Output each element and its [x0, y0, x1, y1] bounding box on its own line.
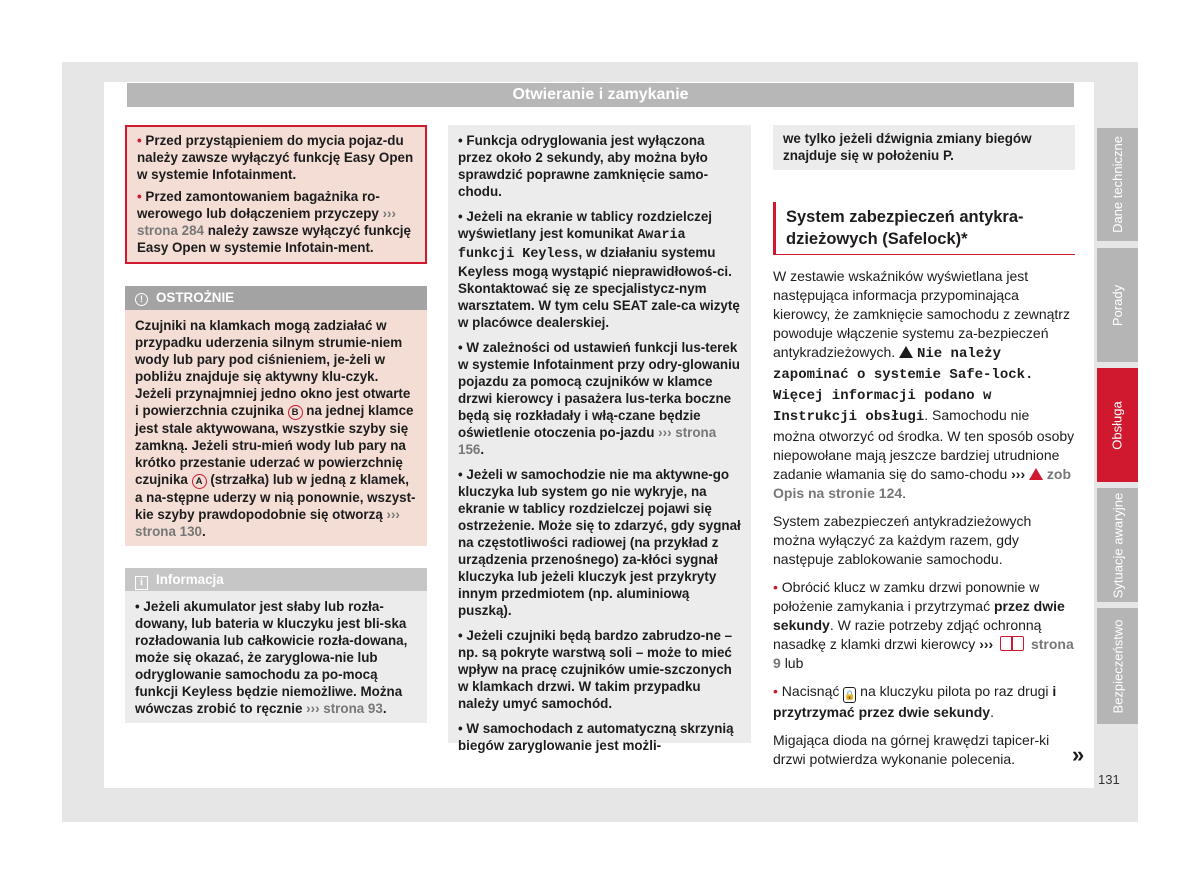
caution-box	[125, 286, 427, 546]
bullet: •	[137, 189, 146, 204]
info-item: • Jeżeli czujniki będą bardzo zabrudzo-ne – np. są pokryte warstwą soli – może to mieć wpływ na pracę czujników umie-szczonych w klamkach drzwi. W takim przypadku należy umyć samochód.	[458, 628, 733, 711]
side-tab-obsluga[interactable]: Obsługa	[1097, 368, 1138, 482]
column-1	[125, 125, 427, 723]
warning-triangle-icon	[1029, 468, 1043, 480]
warning-item: • Przed przystąpieniem do mycia pojaz-du należy zawsze wyłączyć funkcję Easy Open w systemie Infotainment.	[137, 133, 414, 182]
column-2	[448, 125, 751, 753]
info-item: • Jeżeli na ekranie w tablicy rozdzielczej wyświetlany jest komunikat Awaria funkcji Keyless, w działaniu systemu Keyless mogą wystąpić nieprawidłowoś-ci. Skontaktować się ze specjalistycz-nym warsztatem. W tym celu SEAT zale-ca wizytę w placówce dealerskiej.	[458, 209, 740, 330]
caution-icon: !	[135, 293, 148, 306]
info-item: • W samochodach z automatyczną skrzynią biegów zaryglowanie jest możli-	[458, 721, 734, 753]
info-item: • Funkcja odryglowania jest wyłączona przez około 2 sekundy, aby można było sprawdzić poprawne zamknięcie samo-chodu.	[458, 133, 709, 199]
info-item: • Jeżeli w samochodzie nie ma aktywne-go kluczyka lub system go nie wykryje, na ekranie w tablicy rozdzielczej pojawi się ostrzeżenie. Może się to zdarzyć, gdy sygnał na częstotliwości radiowej (na przykład z urządzenia przenośnego) za-kłóci sygnał kluczyka lub jeżeli kluczyk jest przykryty innym przedmiotem (np. aluminiową puszką).	[458, 467, 741, 618]
page-link[interactable]: zob Opis na stronie 124	[773, 466, 1072, 501]
bullet: •	[137, 133, 146, 148]
column-3	[773, 125, 1075, 778]
bullet-item: • Nacisnąć 🔒 na kluczyku pilota po raz drugi i przytrzymać przez dwie sekundy.	[773, 683, 1057, 720]
page-link[interactable]: ››› strona 130	[135, 507, 400, 539]
warning-box	[125, 125, 427, 264]
info-continued-box	[448, 125, 751, 753]
paragraph: System zabezpieczeń antykradzieżowych można wyłączyć za każdym razem, gdy następuje zablokowanie samochodu.	[773, 513, 1032, 567]
info-item: • W zależności od ustawień funkcji lus-terek w systemie Infotainment przy odry-glowaniu pojazdu za pomocą czujników w klamce drzwi kierowcy i pasażera lus-terka boczne będą się rozkładały i włą-czane będzie oświetlenie otoczenia po-jazdu ››› strona 156.	[458, 340, 740, 457]
info-box	[125, 568, 427, 723]
side-tab-bezpieczenstwo[interactable]: Bezpieczeństwo	[1097, 608, 1138, 724]
label-b-icon: B	[288, 405, 303, 420]
page-link[interactable]: ››› strona 284	[137, 206, 396, 238]
caution-header: ! OSTROŻNIE	[125, 286, 427, 310]
lock-key-icon: 🔒	[843, 687, 856, 703]
side-tab-dane-techniczne[interactable]: Dane techniczne	[1097, 128, 1138, 241]
page-header: Otwieranie i zamykanie	[127, 83, 1074, 107]
side-tab-sytuacje-awaryjne[interactable]: Sytuacje awaryjne	[1097, 488, 1138, 602]
info-header: i Informacja	[125, 568, 427, 591]
page-link[interactable]: ››› strona 93	[306, 701, 383, 716]
bullet-item: • Obrócić klucz w zamku drzwi ponownie w położenie zamykania i przytrzymać przez dwie sekundy. W razie potrzeby zdjąć ochronną nasadkę z klamki drzwi kierowcy ››› strona 9 lub	[773, 579, 1074, 671]
side-tab-porady[interactable]: Porady	[1097, 248, 1138, 362]
info-icon: i	[135, 576, 148, 590]
page-link[interactable]: ››› strona 156	[458, 425, 717, 457]
info-body: • Jeżeli akumulator jest słaby lub rozła-dowany, lub bateria w kluczyku jest bli-ska rozładowania lub całkowicie rozła-dowana, może się okazać, że zaryglowa-nie lub odryglowanie samochodu za po-mocą funkcji Keyless będzie niemożliwe. Można wówczas zrobić to ręcznie ››› strona 93.	[125, 591, 427, 723]
label-a-icon: A	[192, 474, 207, 489]
warning-triangle-icon	[899, 346, 913, 358]
continue-marker: »	[1072, 742, 1085, 767]
body-text	[773, 267, 1075, 769]
section-title: System zabezpieczeń antykra-dzieżowych (Safelock)*	[773, 202, 1075, 255]
paragraph: Migająca dioda na górnej krawędzi tapicer-ki drzwi potwierdza wykonanie polecenia.	[773, 732, 1050, 767]
info-continued-box: we tylko jeżeli dźwignia zmiany biegów znajduje się w położeniu P.	[773, 125, 1075, 170]
page-number: 131	[1098, 772, 1120, 787]
paragraph: W zestawie wskaźników wyświetlana jest następująca informacja przypominająca kierowcy, że zamknięcie samochodu z zewnątrz powoduje włączenie systemu za-bezpieczeń antykradzieżowych. Nie należy zapominać o systemie Safe-lock. Więcej informacji podano w Instrukcji obsługi. Samochodu nie można otworzyć od środka. W ten sposób osoby niepowołane mają jeszcze bardziej utrudnione zadanie włamania się do samo-chodu ››› zob Opis na stronie 124.	[773, 268, 1075, 501]
page-link[interactable]: strona 9	[773, 636, 1074, 671]
book-icon	[1000, 636, 1024, 651]
caution-body: Czujniki na klamkach mogą zadziałać w przypadku uderzenia silnym strumie-niem wody lub pary pod ciśnieniem, je-żeli w pobliżu znajduje się aktywny klu-czyk. Jeżeli przynajmniej jedno okno jest otwarte i powierzchnia czujnika B na jednej klamce jest stale aktywowana, wszystkie szyby się zamkną. Jeżeli stru-mień wody lub pary na krótko przestanie uderzać w powierzchnię czujnika A (strzałka) lub w jedną z klamek, a na-stępne uderzy w nią ponownie, wszyst-kie szyby prawdopodobnie się otworzą ››› strona 130.	[125, 310, 427, 546]
warning-item: • Przed zamontowaniem bagażnika ro-werowego lub dołączeniem przyczepy ››› strona 284 należy zawsze wyłączyć funkcję Easy Open w systemie Infotain-ment.	[137, 189, 411, 255]
